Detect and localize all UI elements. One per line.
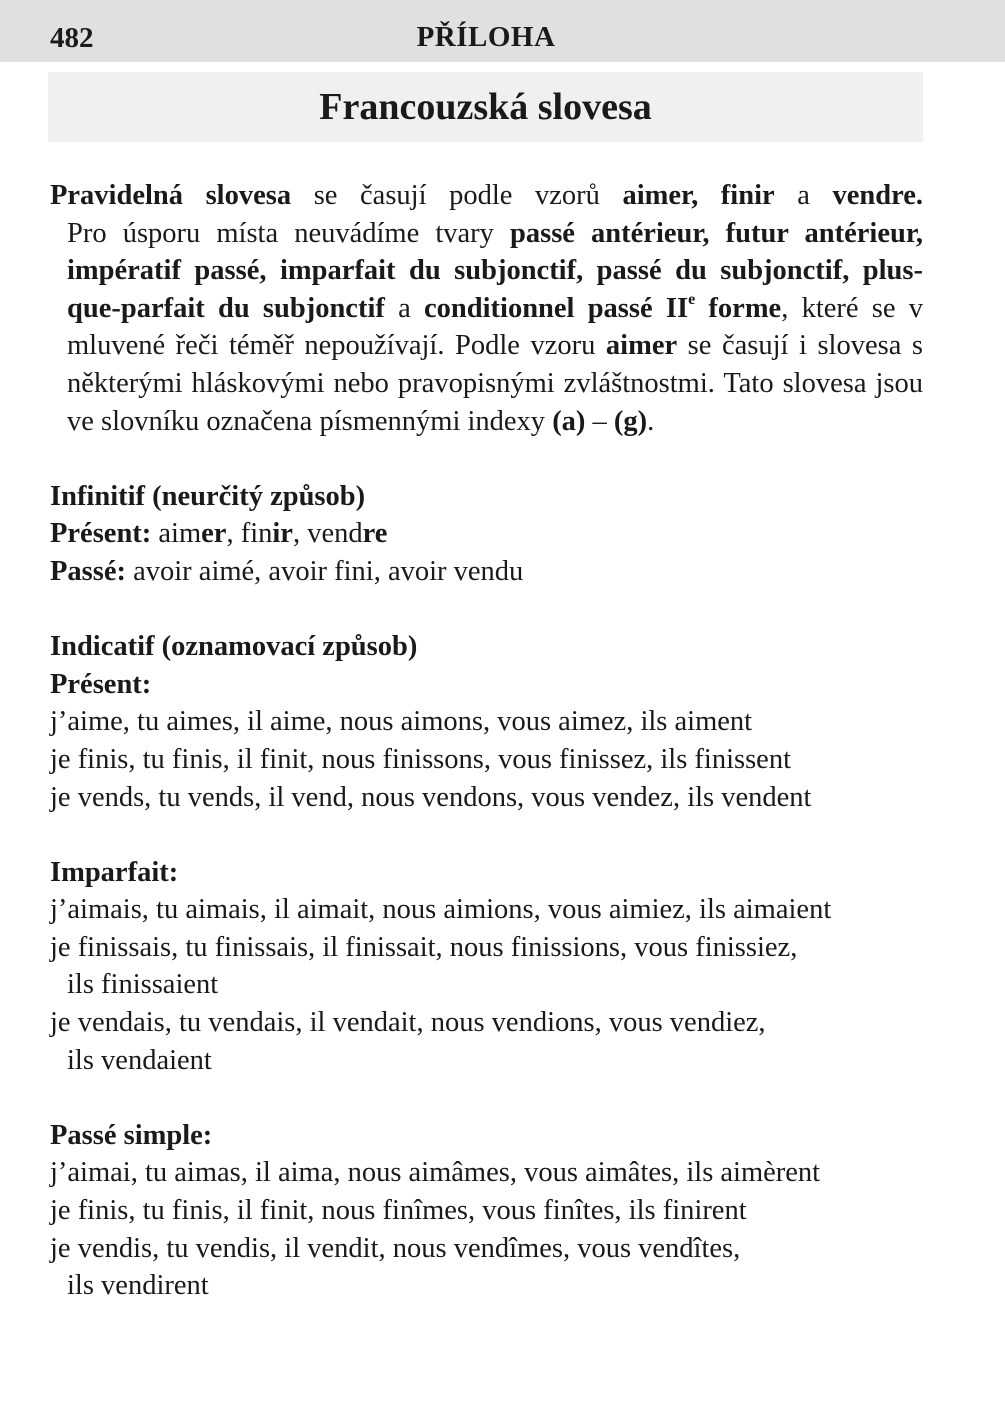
intro-text: . bbox=[647, 405, 655, 437]
conjugation-line: j’aime, tu aimes, il aime, nous aimons, vous aimez, ils aiment bbox=[50, 706, 753, 738]
conjugation-line: j’aimais, tu aimais, il aimait, nous aimions, vous aimiez, ils aimaient bbox=[50, 894, 832, 926]
verb-stem: aim bbox=[158, 518, 202, 550]
intro-bold-part: conditionnel passé II bbox=[424, 292, 689, 324]
page-title: Francouzská slovesa bbox=[319, 86, 652, 128]
section-heading-indicatif: Indicatif (oznamovací způsob) bbox=[50, 631, 418, 663]
intro-body bbox=[50, 215, 923, 441]
intro-text: se časují podle vzorů bbox=[291, 180, 623, 211]
running-head: PŘÍLOHA bbox=[416, 21, 556, 53]
conjugation-line: je vendais, tu vendais, il vendait, nous vendions, vous vendiez, bbox=[50, 1007, 766, 1039]
section-heading-infinitif: Infinitif (neurčitý způsob) bbox=[50, 480, 366, 512]
conjugation-line: je finis, tu finis, il finit, nous finissons, vous finissez, ils finissent bbox=[50, 743, 791, 775]
intro-bold-term: (a) bbox=[552, 405, 586, 437]
intro-bold-term: aimer bbox=[605, 330, 678, 362]
passe-forms: avoir aimé, avoir fini, avoir vendu bbox=[125, 555, 524, 587]
intro-text: – bbox=[585, 405, 614, 437]
imparfait-label: Imparfait: bbox=[50, 856, 179, 888]
intro-text: Pro úsporu místa neuvádíme tvary bbox=[67, 217, 511, 249]
infinitif-section bbox=[50, 478, 923, 591]
verb-ending: ir bbox=[272, 518, 293, 550]
passe-simple-label: Passé simple: bbox=[50, 1119, 213, 1151]
page-number: 482 bbox=[50, 22, 94, 54]
title-box bbox=[48, 72, 923, 142]
indicatif-section bbox=[50, 628, 923, 816]
conjugation-line: je finissais, tu finissais, il finissait, nous finissions, vous finissiez, bbox=[50, 931, 798, 963]
intro-lead-line bbox=[50, 177, 923, 215]
present-label: Présent: bbox=[50, 668, 152, 700]
intro-bold-term: (g) bbox=[613, 405, 648, 437]
superscript: e bbox=[688, 291, 696, 309]
conjugation-line-continuation: ils finissaient bbox=[67, 969, 219, 1001]
conjugation-line: je vendis, tu vendis, il vendit, nous vendîmes, vous vendîtes, bbox=[50, 1232, 741, 1264]
intro-text: a bbox=[774, 180, 833, 211]
infinitif-present-line: Présent: aimer, finir, vendre bbox=[50, 518, 388, 550]
intro-text: , které se v mluvené řeči téměř nepoužívají. Podle vzoru bbox=[67, 292, 924, 362]
infinitif-passe-line bbox=[50, 553, 923, 591]
intro-bold-term: passé antérieur, futur antérieur, impératif passé, imparfait du subjonctif, passé du subjonctif, plus-que-parfait du subjonctif bbox=[67, 217, 923, 324]
conjugation-line-continuation: ils vendaient bbox=[67, 1044, 212, 1076]
conjugation-line: j’aimai, tu aimas, il aima, nous aimâmes, vous aimâtes, ils aimèrent bbox=[50, 1157, 821, 1189]
passe-simple-section bbox=[50, 1117, 923, 1305]
intro-bold-part: forme bbox=[695, 292, 782, 324]
conjugation-line: je finis, tu finis, il finit, nous finîmes, vous finîtes, ils finirent bbox=[50, 1195, 747, 1227]
content bbox=[50, 177, 923, 1305]
verb-ending: re bbox=[362, 518, 388, 550]
passe-label: Passé: bbox=[50, 555, 126, 587]
intro-bold-term: Pravidelná slovesa bbox=[50, 180, 292, 211]
intro-bold-term: vendre. bbox=[832, 180, 923, 211]
intro-paragraph bbox=[50, 177, 923, 440]
conjugation-line: je vends, tu vends, il vend, nous vendons, vous vendez, ils vendent bbox=[50, 781, 812, 813]
verb-ending: er bbox=[201, 518, 227, 550]
present-label: Présent: bbox=[50, 518, 152, 550]
intro-bold-term: aimer, finir bbox=[622, 180, 775, 211]
intro-text: a bbox=[384, 292, 425, 324]
verb-stem: vend bbox=[307, 518, 363, 550]
intro-text: se časují i slovesa s některými hláskovými nebo pravopisnými zvláštnostmi. Tato slovesa jsou ve slovníku označena písmennými indexy bbox=[67, 330, 923, 437]
intro-bold-term bbox=[424, 293, 781, 324]
conjugation-line-continuation: ils vendirent bbox=[67, 1270, 209, 1302]
imparfait-section bbox=[50, 854, 923, 1080]
verb-stem: fin bbox=[240, 518, 273, 550]
page-header bbox=[0, 0, 1005, 62]
